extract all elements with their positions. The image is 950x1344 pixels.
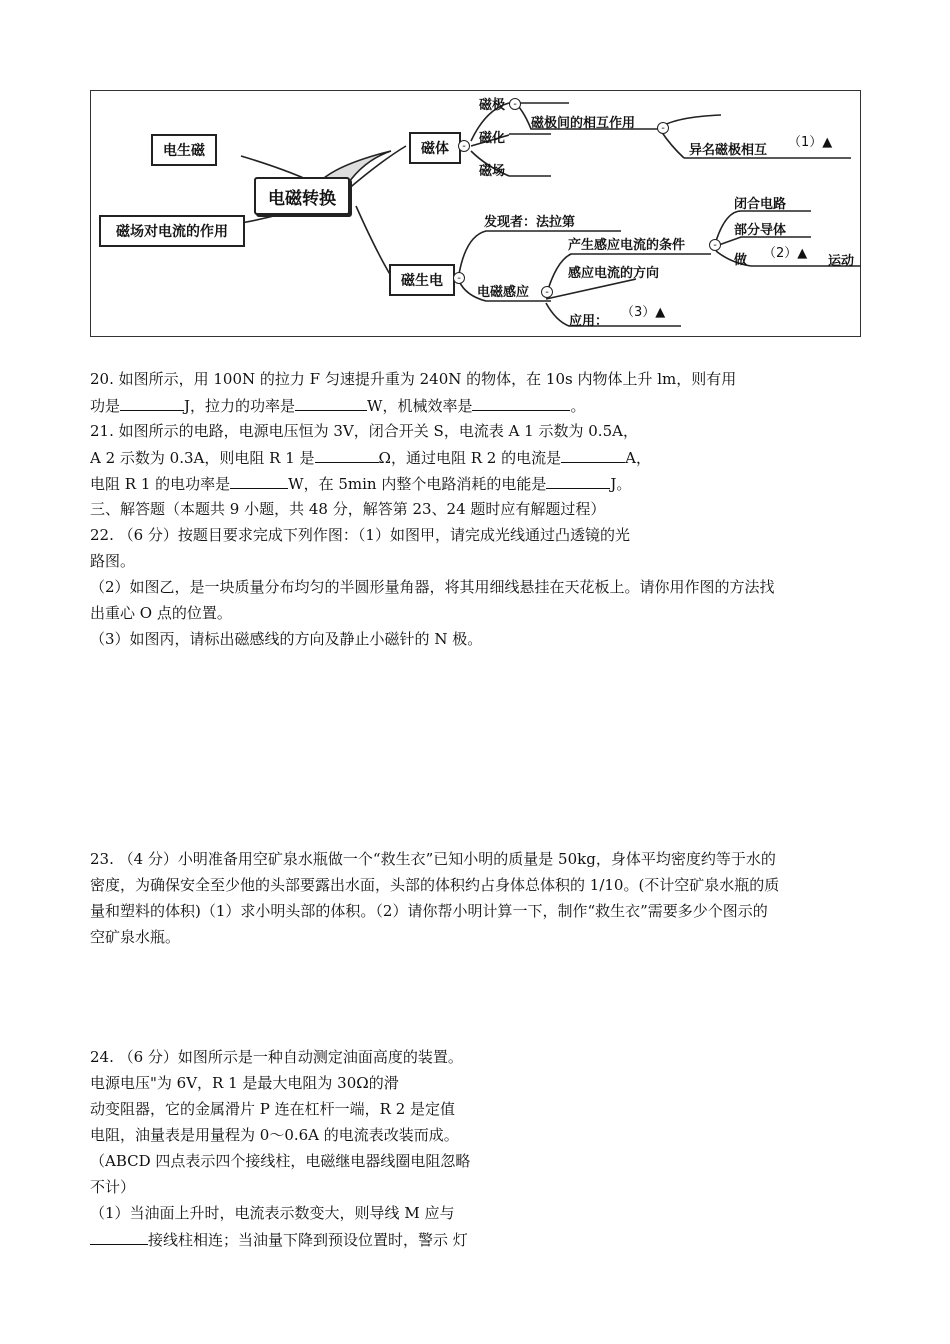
q23-line2: 密度，为确保安全至少他的头部要露出水面，头部的体积约占身体总体积的 1/10。(不计空矿泉水瓶的质 xyxy=(90,876,780,894)
answer-blank[interactable] xyxy=(295,392,367,411)
label-magnetic-pole: 磁极 xyxy=(479,98,506,113)
collapse-icon[interactable]: - xyxy=(709,239,721,251)
mind-map-diagram xyxy=(90,90,861,337)
label-induction-condition: 产生感应电流的条件 xyxy=(568,238,686,253)
collapse-icon[interactable]: - xyxy=(453,272,465,284)
blank-1: （1）▲ xyxy=(788,135,833,150)
q22-line3: （2）如图乙，是一块质量分布均匀的半圆形量角器，将其用细线悬挂在天花板上。请你用作图的方法找 xyxy=(90,578,775,596)
answer-blank[interactable] xyxy=(90,1226,148,1245)
q20-line1: 20. 如图所示，用 100N 的拉力 F 匀速提升重为 240N 的物体，在 10s 内物体上升 lm，则有用 xyxy=(90,370,737,388)
node-electricity-to-magnetism: 电生磁 xyxy=(151,134,217,166)
q24-line7: （1）当油面上升时，电流表示数变大，则导线 M 应与 xyxy=(90,1204,455,1222)
label-magnetization: 磁化 xyxy=(479,131,506,146)
collapse-icon[interactable]: - xyxy=(509,98,521,110)
q23-line1: 23. （4 分）小明准备用空矿泉水瓶做一个“救生衣”已知小明的质量是 50kg，身体平均密度约等于水的 xyxy=(90,850,776,868)
q22-line5: （3）如图丙，请标出磁感线的方向及静止小磁针的 N 极。 xyxy=(90,630,483,648)
node-magnet: 磁体 xyxy=(409,132,461,164)
label-magnetic-field: 磁场 xyxy=(479,164,506,179)
label-pole-interaction: 磁极间的相互作用 xyxy=(531,116,636,131)
label-closed-circuit: 闭合电路 xyxy=(734,197,787,212)
label-do: 做 xyxy=(734,253,748,268)
q23-line4: 空矿泉水瓶。 xyxy=(90,928,181,946)
answer-blank[interactable] xyxy=(315,444,379,463)
label-opposite-poles: 异名磁极相互 xyxy=(689,143,768,158)
q21-line2: A 2 示数为 0.3A，则电阻 R 1 是 Ω，通过电阻 R 2 的电流是 A， xyxy=(90,444,651,471)
node-field-on-current: 磁场对电流的作用 xyxy=(99,215,245,247)
q24-line6: 不计） xyxy=(90,1178,136,1196)
q22-line2: 路图。 xyxy=(90,552,136,570)
collapse-icon[interactable]: - xyxy=(657,122,669,134)
label-motion: 运动 xyxy=(828,254,855,269)
q22-line4: 出重心 O 点的位置。 xyxy=(90,604,232,622)
answer-blank[interactable] xyxy=(120,392,184,411)
q24-line5: （ABCD 四点表示四个接线柱，电磁继电器线圈电阻忽略 xyxy=(90,1152,471,1170)
answer-blank[interactable] xyxy=(546,470,610,489)
q21-line1: 21. 如图所示的电路，电源电压恒为 3V，闭合开关 S，电流表 A 1 示数为 0.5A， xyxy=(90,422,638,440)
collapse-icon[interactable]: - xyxy=(541,286,553,298)
label-partial-conductor: 部分导体 xyxy=(734,223,787,238)
blank-2: （2）▲ xyxy=(763,246,808,261)
q24-line3: 动变阻器，它的金属滑片 P 连在杠杆一端，R 2 是定值 xyxy=(90,1100,456,1118)
q24-line1: 24. （6 分）如图所示是一种自动测定油面高度的装置。 xyxy=(90,1048,463,1066)
q24-line2: 电源电压"为 6V，R 1 是最大电阻为 30Ω的滑 xyxy=(90,1074,399,1092)
collapse-icon[interactable]: - xyxy=(458,140,470,152)
section-3-heading: 三、解答题（本题共 9 小题，共 48 分，解答第 23、24 题时应有解题过程） xyxy=(90,500,606,518)
q24-line8: 接线柱相连；当油量下降到预设位置时，警示 灯 xyxy=(90,1226,468,1253)
q21-line3: 电阻 R 1 的电功率是 W，在 5min 内整个电路消耗的电能是 J。 xyxy=(90,470,631,497)
label-discoverer: 发现者：法拉第 xyxy=(484,215,576,230)
blank-3: （3）▲ xyxy=(621,305,666,320)
answer-blank[interactable] xyxy=(230,470,288,489)
node-center: 电磁转换 xyxy=(254,177,350,215)
label-application: 应用： xyxy=(569,314,609,329)
q22-line1: 22. （6 分）按题目要求完成下列作图：（1）如图甲，请完成光线通过凸透镜的光 xyxy=(90,526,630,544)
q24-line4: 电阻，油量表是用量程为 0～0.6A 的电流表改装而成。 xyxy=(90,1126,459,1144)
node-magnetism-to-electricity: 磁生电 xyxy=(389,264,455,296)
answer-blank[interactable] xyxy=(561,444,625,463)
q20-line2: 功是 J，拉力的功率是 W，机械效率是 。 xyxy=(90,392,585,419)
answer-blank[interactable] xyxy=(472,392,570,411)
label-current-direction: 感应电流的方向 xyxy=(568,266,660,281)
q23-line3: 量和塑料的体积)（1）求小明头部的体积。（2）请你帮小明计算一下，制作“救生衣”需要多少个图示的 xyxy=(90,902,768,920)
label-em-induction: 电磁感应 xyxy=(477,285,530,300)
